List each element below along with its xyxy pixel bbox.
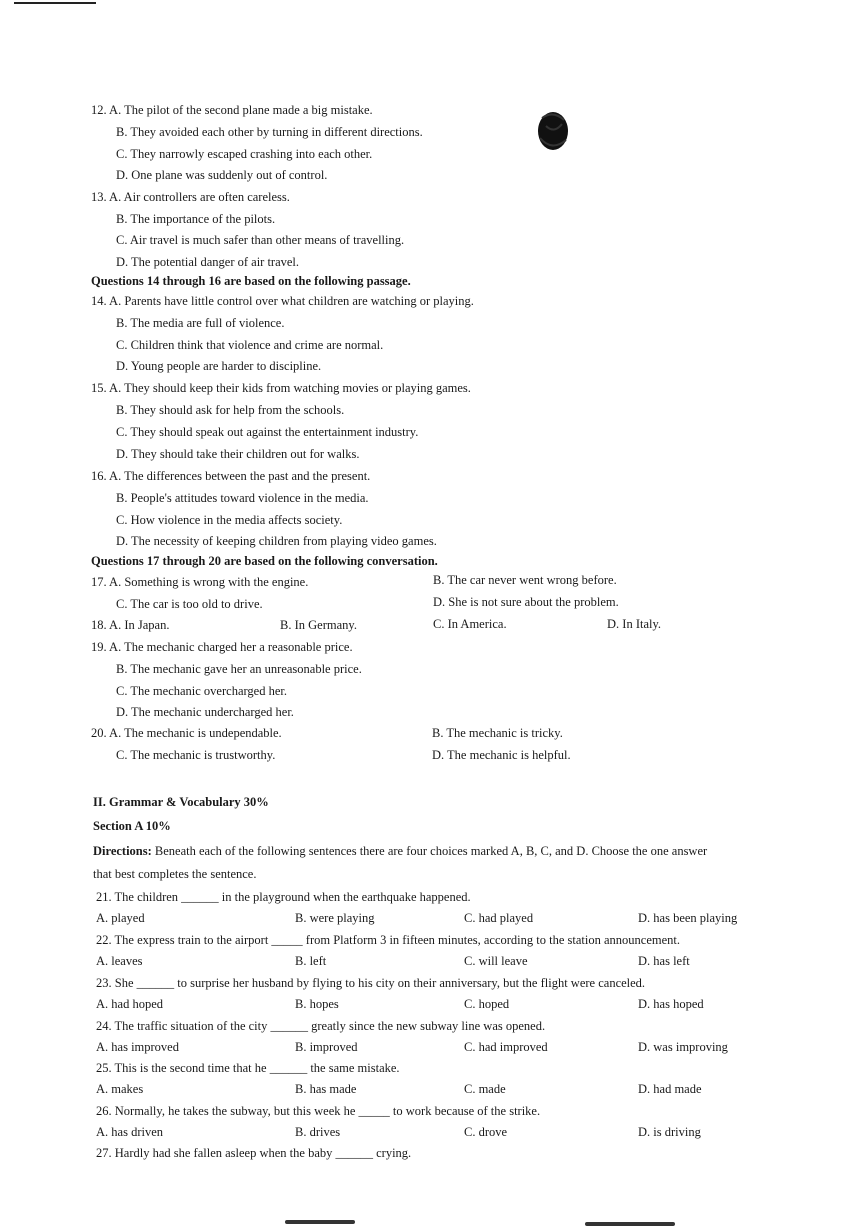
q26-stem: 26. Normally, he takes the subway, but this week he _____ to work because of the strike. <box>96 1104 541 1118</box>
q24-option-b: B. improved <box>295 1040 358 1054</box>
q24-option-a: A. has improved <box>96 1040 179 1054</box>
q12-option-b: B. They avoided each other by turning in different directions. <box>116 125 423 139</box>
q20-option-b: B. The mechanic is tricky. <box>432 726 563 740</box>
q12-option-d: D. One plane was suddenly out of control. <box>116 168 328 182</box>
section-header-14-16: Questions 14 through 16 are based on the following passage. <box>91 274 411 288</box>
q21-option-c: C. had played <box>464 911 534 925</box>
q14-option-a: 14. A. Parents have little control over what children are watching or playing. <box>91 294 474 308</box>
q15-option-a: 15. A. They should keep their kids from watching movies or playing games. <box>91 381 471 395</box>
q18-option-a: 18. A. In Japan. <box>91 618 170 632</box>
scan-edge-line <box>14 2 96 4</box>
q18-option-c: C. In America. <box>433 617 507 631</box>
q24-option-c: C. had improved <box>464 1040 548 1054</box>
q23-option-c: C. hoped <box>464 997 510 1011</box>
q20-option-c: C. The mechanic is trustworthy. <box>116 748 276 762</box>
scan-smudge-bottom-left <box>285 1220 355 1224</box>
q21-stem: 21. The children ______ in the playground when the earthquake happened. <box>96 890 471 904</box>
q25-option-c: C. made <box>464 1082 506 1096</box>
q22-option-a: A. leaves <box>96 954 143 968</box>
q22-option-c: C. will leave <box>464 954 528 968</box>
ink-blot <box>534 108 572 154</box>
section-header-17-20: Questions 17 through 20 are based on the following conversation. <box>91 554 438 568</box>
q23-stem: 23. She ______ to surprise her husband by flying to his city on their anniversary, but the flight were canceled. <box>96 976 646 990</box>
q22-option-d: D. has left <box>638 954 690 968</box>
q16-option-a: 16. A. The differences between the past and the present. <box>91 469 371 483</box>
q25-option-a: A. makes <box>96 1082 144 1096</box>
q14-option-c: C. Children think that violence and crime are normal. <box>116 338 384 352</box>
q15-option-c: C. They should speak out against the entertainment industry. <box>116 425 419 439</box>
q17-option-b: B. The car never went wrong before. <box>433 573 617 587</box>
q25-option-b: B. has made <box>295 1082 357 1096</box>
q13-option-a: 13. A. Air controllers are often careless. <box>91 190 290 204</box>
q25-option-d: D. had made <box>638 1082 702 1096</box>
q13-option-c: C. Air travel is much safer than other means of travelling. <box>116 233 405 247</box>
q24-option-d: D. was improving <box>638 1040 728 1054</box>
q21-option-b: B. were playing <box>295 911 375 925</box>
q26-option-a: A. has driven <box>96 1125 163 1139</box>
q19-option-c: C. The mechanic overcharged her. <box>116 684 287 698</box>
q13-option-d: D. The potential danger of air travel. <box>116 255 300 269</box>
q16-option-b: B. People's attitudes toward violence in the media. <box>116 491 369 505</box>
q26-option-b: B. drives <box>295 1125 341 1139</box>
q15-option-d: D. They should take their children out for walks. <box>116 447 360 461</box>
q18-option-d: D. In Italy. <box>607 617 662 631</box>
q14-option-b: B. The media are full of violence. <box>116 316 285 330</box>
q13-option-b: B. The importance of the pilots. <box>116 212 276 226</box>
q24-stem: 24. The traffic situation of the city ______ greatly since the new subway line was opened. <box>96 1019 546 1033</box>
directions-text: Beneath each of the following sentences there are four choices marked A, B, C, and D. Choose the one answer <box>154 844 708 858</box>
q19-option-b: B. The mechanic gave her an unreasonable price. <box>116 662 362 676</box>
q19-option-d: D. The mechanic undercharged her. <box>116 705 294 719</box>
directions-continued: that best completes the sentence. <box>93 867 257 881</box>
q18-option-b: B. In Germany. <box>280 618 357 632</box>
q15-option-b: B. They should ask for help from the schools. <box>116 403 345 417</box>
q12-option-a: 12. A. The pilot of the second plane made a big mistake. <box>91 103 373 117</box>
directions <box>93 843 707 859</box>
q22-option-b: B. left <box>295 954 327 968</box>
q27-stem: 27. Hardly had she fallen asleep when the baby ______ crying. <box>96 1146 412 1160</box>
directions-label: Directions: <box>93 844 152 858</box>
q26-option-c: C. drove <box>464 1125 508 1139</box>
q17-option-c: C. The car is too old to drive. <box>116 597 263 611</box>
q25-stem: 25. This is the second time that he ______ the same mistake. <box>96 1061 400 1075</box>
section-title: II. Grammar & Vocabulary 30% <box>93 795 269 809</box>
q21-option-a: A. played <box>96 911 145 925</box>
q16-option-d: D. The necessity of keeping children from playing video games. <box>116 534 437 548</box>
q19-option-a: 19. A. The mechanic charged her a reasonable price. <box>91 640 353 654</box>
q14-option-d: D. Young people are harder to discipline. <box>116 359 322 373</box>
q20-option-a: 20. A. The mechanic is undependable. <box>91 726 282 740</box>
q23-option-b: B. hopes <box>295 997 339 1011</box>
q20-option-d: D. The mechanic is helpful. <box>432 748 571 762</box>
q17-option-d: D. She is not sure about the problem. <box>433 595 619 609</box>
q26-option-d: D. is driving <box>638 1125 701 1139</box>
q21-option-d: D. has been playing <box>638 911 738 925</box>
q23-option-d: D. has hoped <box>638 997 704 1011</box>
scan-smudge-bottom-right <box>585 1222 675 1226</box>
q16-option-c: C. How violence in the media affects society. <box>116 513 343 527</box>
q12-option-c: C. They narrowly escaped crashing into each other. <box>116 147 373 161</box>
q17-option-a: 17. A. Something is wrong with the engine. <box>91 575 309 589</box>
q23-option-a: A. had hoped <box>96 997 163 1011</box>
q22-stem: 22. The express train to the airport _____ from Platform 3 in fifteen minutes, according to the station announcement. <box>96 933 680 947</box>
section-subtitle: Section A 10% <box>93 819 171 833</box>
